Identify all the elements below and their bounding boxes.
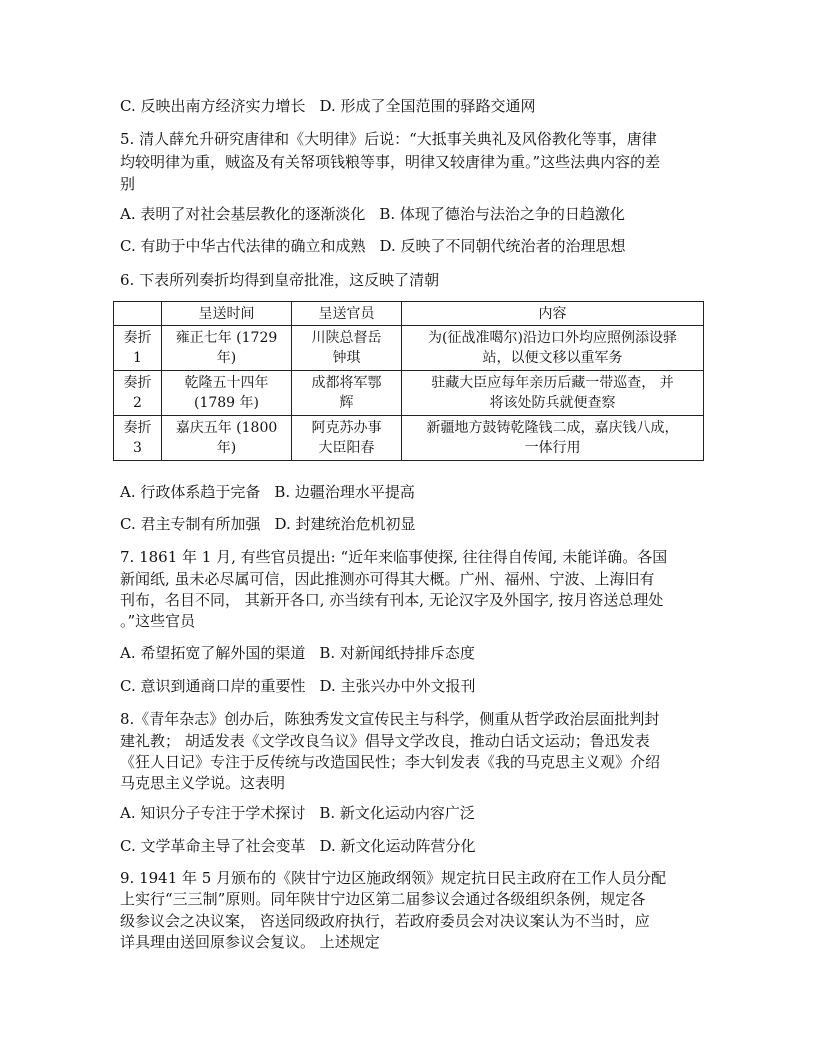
q9-stem-line-1: 9. 1941 年 5 月颁布的《陕甘宁边区施政纲领》规定抗日民主政府在工作人员分配 [120,869,667,887]
row-label: 奏折 [123,420,152,436]
q5-option-c[interactable]: C. 有助于中华古代法律的确立和成熟 [120,237,366,255]
q6-options-cd [120,514,416,534]
q5-stem-line-1: 5. 清人薛允升研究唐律和《大明律》后说：“大抵事关典礼及风俗教化等事，唐律 [120,130,657,148]
q6-option-d[interactable]: D. 封建统治危机初显 [274,515,416,533]
time-text: 雍正七年 (1729 [175,330,278,346]
q9-stem-line-4: 详具理由送回原参议会复议。 上述规定 [120,933,380,951]
table-row [114,416,704,461]
time-text: 年) [216,350,237,366]
q8-option-c[interactable]: C. 文学革命主导了社会变革 [120,837,306,855]
row-label-cell [114,371,162,416]
q5-options-ab [120,204,625,224]
table-header-row [114,302,704,326]
q8-options-cd [120,836,476,856]
content-cell [402,416,704,461]
row-label: 奏折 [123,375,152,391]
table-header-time: 呈送时间 [162,302,292,326]
q7-stem-line-4: 。”这些官员 [120,612,196,630]
official-text: 成都将军鄂 [311,375,382,391]
row-number: 1 [133,350,142,366]
q4-option-d[interactable]: D. 形成了全国范围的驿路交通网 [319,97,536,115]
official-cell [292,416,402,461]
content-text: 驻藏大臣应每年亲历后藏一带巡查， 并 [431,375,674,391]
q9-stem-line-3: 级参议会之决议案， 咨送同级政府执行，若政府委员会对决议案认为不当时，应 [120,912,650,930]
time-cell [162,371,292,416]
table-row [114,371,704,416]
official-text: 钟琪 [332,350,361,366]
q7-option-a[interactable]: A. 希望拓宽了解外国的渠道 [120,644,306,662]
time-text: (1789 年) [193,395,259,411]
time-cell [162,416,292,461]
official-text: 辉 [339,395,354,411]
q5-options-cd [120,236,626,256]
q8-stem-line-2: 建礼教； 胡适发表《文学改良刍议》倡导文学改良，推动白话文运动；鲁迅发表 [120,732,650,750]
q6-option-b[interactable]: B. 边疆治理水平提高 [274,483,415,501]
official-cell [292,326,402,371]
q6-option-a[interactable]: A. 行政体系趋于完备 [120,483,261,501]
table-header-content: 内容 [402,302,704,326]
row-number: 2 [133,395,142,411]
q7-stem-line-2: 新闻纸, 虽未必尽属可信，因此推测亦可得其大概。广州、福州、宁波、上海旧有 [120,570,655,588]
q6-stem: 6. 下表所列奏折均得到皇帝批准，这反映了清朝 [120,271,440,289]
content-text: 为(征战准噶尔)沿边口外均应照例添设驿 [428,330,677,346]
q7-option-b[interactable]: B. 对新闻纸持排斥态度 [319,644,475,662]
q5-stem-line-3: 别 [120,175,136,193]
q8-stem-line-3: 《狂人日记》专注于反传统与改造国民性；李大钊发表《我的马克思主义观》介绍 [120,753,661,771]
q9-stem-line-2: 上实行“三三制”原则。同年陕甘宁边区第二届参议会通过各级组织条例，规定各 [120,890,646,908]
q8-option-a[interactable]: A. 知识分子专注于学术探讨 [120,804,306,822]
official-text: 大臣阳春 [318,440,375,456]
table-header-official: 呈送官员 [292,302,402,326]
q8-option-d[interactable]: D. 新文化运动阵营分化 [319,837,476,855]
time-cell [162,326,292,371]
row-label: 奏折 [123,330,152,346]
content-text: 将该处防兵就便查察 [489,395,616,411]
q5-stem-line-2: 均较明律为重，贼盗及有关帑项钱粮等事，明律又较唐律为重。”这些法典内容的差 [120,153,661,171]
q7-option-d[interactable]: D. 主张兴办中外文报刊 [319,677,476,695]
q8-stem-line-4: 马克思主义学说。这表明 [120,774,286,792]
time-text: 年) [216,440,237,456]
q7-option-c[interactable]: C. 意识到通商口岸的重要性 [120,677,306,695]
table-row [114,326,704,371]
q4-options-cd [120,96,536,116]
content-text: 新疆地方鼓铸乾隆钱二成，嘉庆钱八成， [426,420,679,436]
official-cell [292,371,402,416]
official-text: 川陕总督岳 [311,330,382,346]
q6-option-c[interactable]: C. 君主专制有所加强 [120,515,261,533]
content-text: 站，以便文移以重军务 [482,350,623,366]
content-text: 一体行用 [524,440,581,456]
content-cell [402,371,704,416]
q8-stem-line-1: 8.《青年杂志》创办后，陈独秀发文宣传民主与科学，侧重从哲学政治层面批判封 [120,710,660,728]
official-text: 阿克苏办事 [311,420,382,436]
row-label-cell [114,416,162,461]
table-header-empty [114,302,162,326]
q5-option-d[interactable]: D. 反映了不同朝代统治者的治理思想 [379,237,626,255]
time-text: 乾隆五十四年 [184,375,269,391]
q5-option-a[interactable]: A. 表明了对社会基层教化的逐渐淡化 [120,205,366,223]
row-label-cell [114,326,162,371]
q4-option-c[interactable]: C. 反映出南方经济实力增长 [120,97,306,115]
q6-options-ab [120,482,415,502]
q8-options-ab [120,803,475,823]
q7-stem-line-1: 7. 1861 年 1 月, 有些官员提出: “近年来临事使探, 往往得自传闻, 未能详确。各国 [120,548,668,566]
content-cell [402,326,704,371]
time-text: 嘉庆五年 (1800 [175,420,278,436]
memorial-table [113,301,704,461]
row-number: 3 [133,440,142,456]
q7-stem-line-3: 刊布，名目不同， 其新开各口, 亦当续有刊本, 无论汉字及外国字, 按月咨送总理处 [120,591,664,609]
q7-options-cd [120,676,476,696]
q8-option-b[interactable]: B. 新文化运动内容广泛 [319,804,475,822]
q7-options-ab [120,643,475,663]
q5-option-b[interactable]: B. 体现了德治与法治之争的日趋激化 [379,205,625,223]
